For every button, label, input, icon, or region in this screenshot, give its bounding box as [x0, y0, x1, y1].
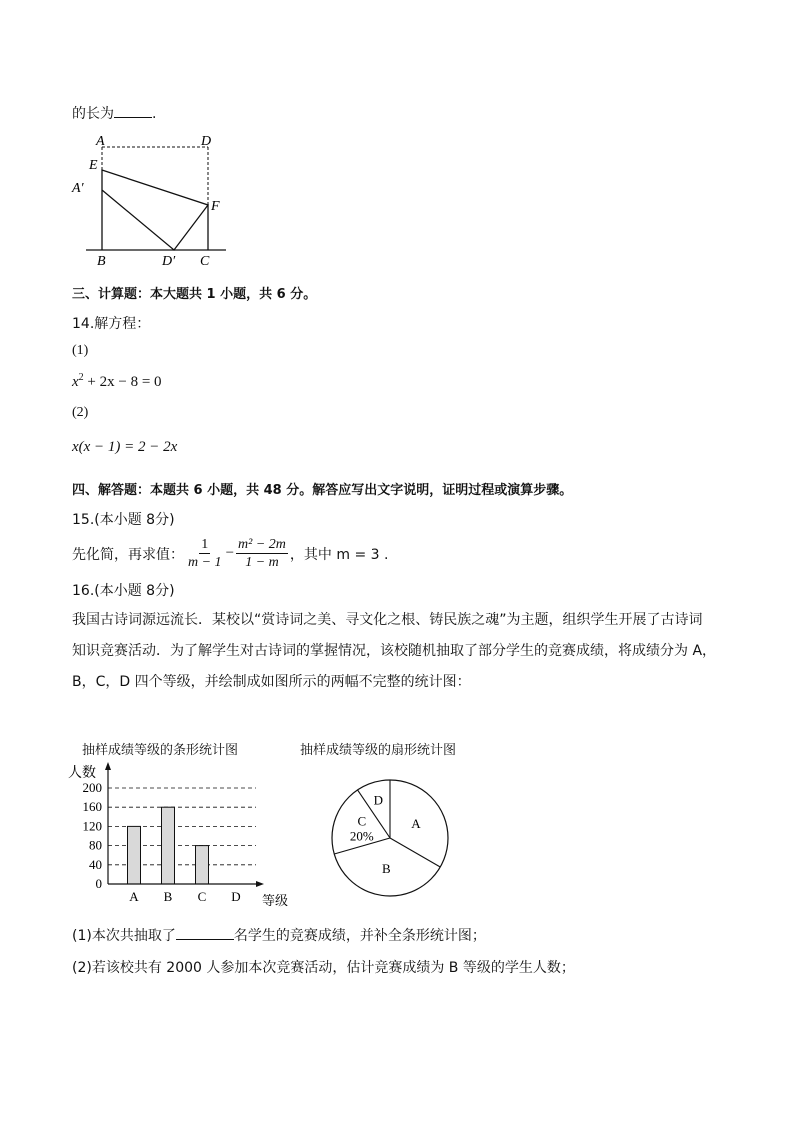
q16-line-1: 我国古诗词源远流长．某校以“赏诗词之美、寻文化之根、铸民族之魂”为主题，组织学生开展了古诗词 — [72, 612, 703, 628]
folded-quadrilateral — [102, 170, 208, 250]
bar-chart-y-ticks — [83, 780, 103, 891]
x-axis-arrow — [256, 881, 264, 887]
y-axis-label: 人数 — [68, 766, 96, 781]
label-f: F — [211, 199, 220, 214]
category-label-B: B — [163, 889, 173, 904]
pie-label-A: A — [411, 816, 421, 831]
q13-tail-text: 的长为 — [72, 106, 114, 122]
section3-heading: 三、计算题：本大题共 1 小题，共 6 分。 — [72, 287, 317, 302]
section4-heading: 四、解答题：本题共 6 小题，共 48 分。解答应写出文字说明，证明过程或演算步骤。 — [72, 483, 573, 498]
category-label-A: A — [129, 889, 139, 904]
label-c: C — [200, 254, 210, 268]
q16-sub2: (2)若该校共有 2000 人参加本次竞赛活动，估计竞赛成绩为 B 等级的学生人数； — [72, 960, 575, 976]
geometry-figure — [60, 128, 240, 268]
pie-percent-C: 20% — [349, 828, 374, 844]
y-tick-label-160: 160 — [82, 799, 102, 815]
pie-chart — [325, 773, 455, 903]
fraction-2-denominator: 1 − m — [245, 555, 279, 570]
bar-chart-categories — [129, 889, 240, 904]
q13-tail — [72, 103, 156, 123]
q15-lead: 先化简，再求值： — [72, 546, 184, 563]
category-label-C: C — [197, 889, 207, 904]
q15-expression — [72, 536, 388, 571]
y-tick-label-40: 40 — [89, 856, 102, 872]
y-tick-label-200: 200 — [82, 780, 102, 795]
answer-blank[interactable] — [114, 117, 152, 118]
fraction-1-denominator: m − 1 — [188, 555, 222, 570]
fraction-2 — [236, 536, 288, 571]
bar-chart-bars — [128, 807, 209, 884]
bar-chart — [60, 758, 300, 913]
q16-sub1-pre: (1)本次共抽取了 — [72, 928, 176, 944]
q15-tail: ，其中 m = 3 . — [289, 546, 389, 563]
eq1-x: x — [72, 374, 79, 390]
category-label-D: D — [231, 889, 241, 904]
bar-B — [162, 807, 175, 884]
label-b: B — [97, 254, 106, 268]
label-d: D — [201, 134, 212, 149]
q16-sub1-post: 名学生的竞赛成绩，并补全条形统计图； — [233, 928, 486, 944]
q14-equation1 — [72, 372, 162, 391]
answer-blank-count[interactable] — [176, 939, 234, 940]
y-axis-arrow — [105, 762, 111, 770]
minus-sign: − — [225, 545, 235, 561]
bar-chart-title: 抽样成绩等级的条形统计图 — [82, 743, 239, 758]
fraction-2-numerator: m² − 2m — [238, 537, 286, 552]
bar-C — [196, 846, 209, 884]
q16-paragraph — [72, 605, 732, 698]
q14-title: 14.解方程： — [72, 316, 151, 332]
eq1-rest: + 2x − 8 = 0 — [83, 374, 162, 390]
pie-label-B: B — [382, 860, 391, 876]
q13-tail-end: . — [152, 106, 157, 122]
bar-A — [128, 826, 141, 884]
q14-part2-label: (2) — [72, 405, 89, 420]
label-a: A — [96, 134, 105, 149]
q16-line-3: B，C，D 四个等级，并绘制成如图所示的两幅不完整的统计图： — [72, 674, 471, 690]
q16-title: 16.(本小题 8分) — [72, 583, 175, 599]
q14-equation2: x(x − 1) = 2 − 2x — [72, 439, 178, 455]
pie-chart-title: 抽样成绩等级的扇形统计图 — [300, 743, 457, 758]
q14-part1-label: (1) — [72, 343, 89, 358]
q16-sub1 — [72, 925, 486, 945]
pie-label-D: D — [373, 792, 384, 808]
pie-label-C: C — [357, 813, 367, 829]
label-d-prime: D′ — [162, 254, 176, 268]
y-tick-label-120: 120 — [82, 818, 102, 834]
y-tick-label-0: 0 — [95, 876, 102, 891]
q15-title: 15.(本小题 8分) — [72, 512, 175, 528]
label-e: E — [89, 158, 98, 173]
fraction-1 — [186, 536, 224, 571]
label-a-prime: A′ — [72, 181, 84, 196]
fraction-1-numerator: 1 — [201, 537, 209, 552]
x-axis-label: 等级 — [262, 893, 289, 908]
eq1-exponent: 2 — [78, 372, 84, 383]
y-tick-label-80: 80 — [89, 837, 102, 853]
q16-line-2: 知识竞赛活动．为了解学生对古诗词的掌握情况，该校随机抽取了部分学生的竞赛成绩，将成绩分为 A， — [72, 643, 717, 659]
